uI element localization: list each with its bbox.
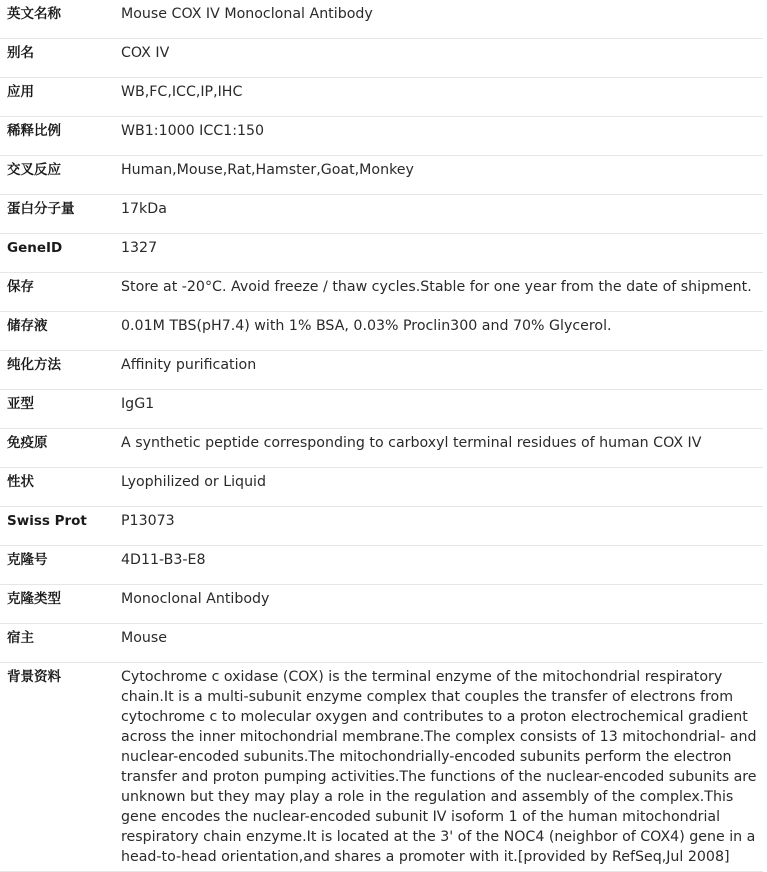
spec-label: 英文名称 [0, 0, 121, 39]
spec-value: Store at -20°C. Avoid freeze / thaw cycles.Stable for one year from the date of shipment. [121, 273, 763, 312]
spec-label: 储存液 [0, 312, 121, 351]
spec-value: 0.01M TBS(pH7.4) with 1% BSA, 0.03% Proclin300 and 70% Glycerol. [121, 312, 763, 351]
spec-value: Monoclonal Antibody [121, 585, 763, 624]
spec-label: 克隆类型 [0, 585, 121, 624]
spec-label: 克隆号 [0, 546, 121, 585]
spec-value: Lyophilized or Liquid [121, 468, 763, 507]
spec-label: 交叉反应 [0, 156, 121, 195]
spec-row-form [0, 468, 763, 507]
spec-value: P13073 [121, 507, 763, 546]
spec-row-background [0, 663, 763, 872]
spec-value: Mouse COX IV Monoclonal Antibody [121, 0, 763, 39]
spec-row-clonality [0, 585, 763, 624]
spec-value: Mouse [121, 624, 763, 663]
spec-label: 纯化方法 [0, 351, 121, 390]
spec-value: 17kDa [121, 195, 763, 234]
spec-value: A synthetic peptide corresponding to carboxyl terminal residues of human COX IV [121, 429, 763, 468]
spec-label: 亚型 [0, 390, 121, 429]
spec-row-molecular-weight [0, 195, 763, 234]
spec-label: 保存 [0, 273, 121, 312]
spec-value: IgG1 [121, 390, 763, 429]
spec-row-swiss-prot [0, 507, 763, 546]
spec-value-background: Cytochrome c oxidase (COX) is the terminal enzyme of the mitochondrial respiratory chain.It is a multi-subunit enzyme complex that couples the transfer of electrons from cytochrome c to molecular oxygen and contributes to a proton electrochemical gradient across the inner mitochondrial membrane.The complex consists of 13 mitochondrial- and nuclear-encoded subunits.The mitochondrially-encoded subunits perform the electron transfer and proton pumping activities.The functions of the nuclear-encoded subunits are unknown but they may play a role in the regulation and assembly of the complex.This gene encodes the nuclear-encoded subunit IV isoform 1 of the human mitochondrial respiratory chain enzyme.It is located at the 3' of the NOC4 (neighbor of COX4) gene in a head-to-head orientation,and shares a promoter with it.[provided by RefSeq,Jul 2008] [121, 663, 763, 872]
spec-label: 宿主 [0, 624, 121, 663]
spec-row-immunogen [0, 429, 763, 468]
spec-value: 4D11-B3-E8 [121, 546, 763, 585]
spec-row-isotype [0, 390, 763, 429]
spec-label: 应用 [0, 78, 121, 117]
spec-value: WB1:1000 ICC1:150 [121, 117, 763, 156]
spec-row-purification [0, 351, 763, 390]
spec-value: Human,Mouse,Rat,Hamster,Goat,Monkey [121, 156, 763, 195]
spec-row-reactivity [0, 156, 763, 195]
spec-row-host [0, 624, 763, 663]
spec-row-english-name [0, 0, 763, 39]
spec-label: GeneID [0, 234, 121, 273]
spec-value: WB,FC,ICC,IP,IHC [121, 78, 763, 117]
spec-label: 蛋白分子量 [0, 195, 121, 234]
spec-row-storage [0, 273, 763, 312]
spec-row-storage-buffer [0, 312, 763, 351]
spec-label: 免疫原 [0, 429, 121, 468]
spec-value: 1327 [121, 234, 763, 273]
spec-row-clone [0, 546, 763, 585]
spec-row-application [0, 78, 763, 117]
spec-label: 性状 [0, 468, 121, 507]
spec-label: Swiss Prot [0, 507, 121, 546]
spec-label: 稀释比例 [0, 117, 121, 156]
spec-value: COX IV [121, 39, 763, 78]
spec-row-dilution [0, 117, 763, 156]
spec-row-alias [0, 39, 763, 78]
spec-row-gene-id [0, 234, 763, 273]
spec-label: 背景资料 [0, 663, 121, 872]
spec-label: 别名 [0, 39, 121, 78]
spec-value: Affinity purification [121, 351, 763, 390]
